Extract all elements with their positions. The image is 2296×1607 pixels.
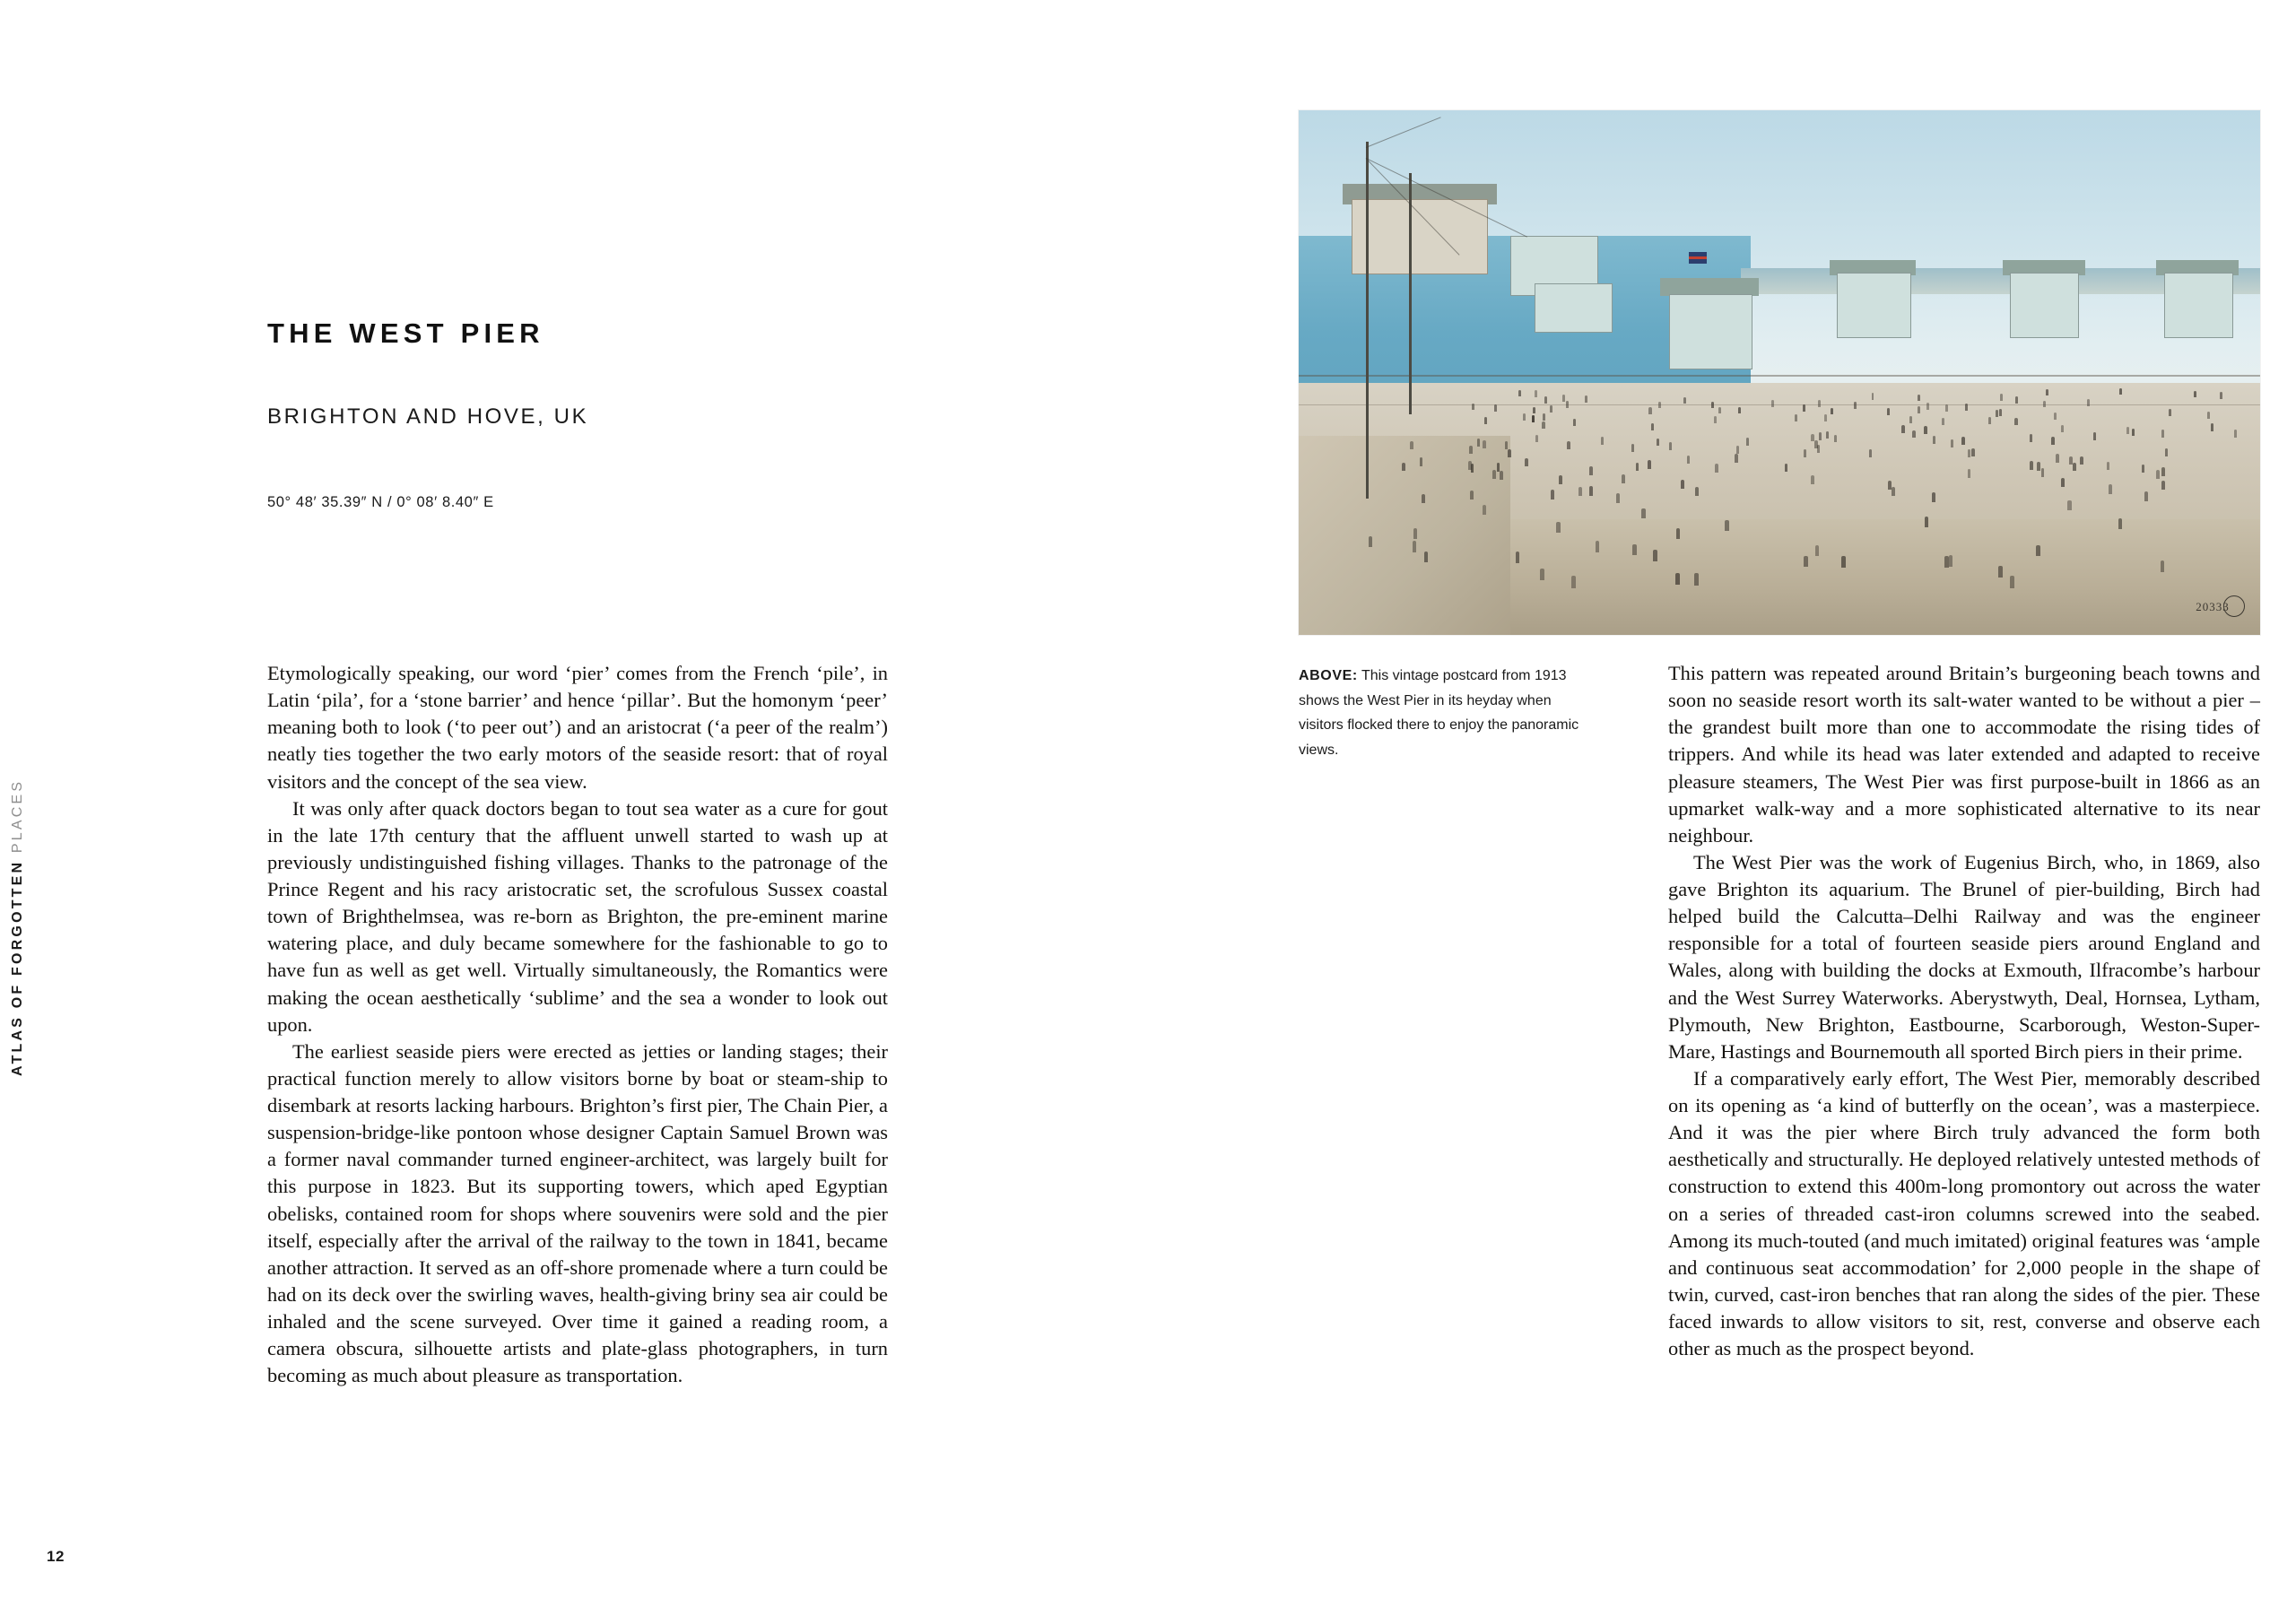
postcard-figure — [1518, 390, 1521, 396]
postcard-figure — [1942, 418, 1944, 425]
postcard-figure — [1999, 409, 2002, 416]
postcard-figure — [1675, 573, 1680, 585]
postcard-figure — [1945, 404, 1948, 412]
postcard-figure — [1653, 550, 1657, 561]
postcard-figure — [2126, 427, 2129, 435]
chapter-coordinates: 50° 48′ 35.39″ N / 0° 08′ 8.40″ E — [267, 494, 494, 511]
postcard-figure — [1578, 487, 1582, 497]
postcard-kiosk — [2164, 273, 2233, 337]
postcard-railing — [1299, 404, 2260, 405]
postcard-figure — [1658, 402, 1661, 409]
postcard-figure — [1831, 408, 1833, 415]
postcard-figure — [1505, 441, 1508, 449]
postcard-figure — [1472, 404, 1474, 411]
postcard-figure — [1657, 439, 1659, 447]
postcard-figure — [2109, 484, 2112, 493]
postcard-figure — [2046, 389, 2048, 395]
postcard-figure — [1369, 536, 1373, 547]
postcard-figure — [1771, 400, 1774, 407]
postcard-figure — [2142, 465, 2145, 473]
postcard-figure — [1735, 454, 1738, 462]
postcard-figure — [1468, 461, 1472, 470]
postcard-figure — [1669, 442, 1673, 450]
postcard-figure — [1516, 552, 1520, 563]
postcard-figure — [1523, 413, 1526, 421]
postcard-figure — [1971, 448, 1975, 456]
postcard-figure — [1909, 416, 1912, 423]
postcard-figure — [1715, 464, 1718, 473]
postcard-figure — [2165, 448, 2169, 456]
postcard-figure — [2080, 456, 2083, 465]
postcard-figure — [1648, 407, 1651, 414]
postcard-figure — [1535, 435, 1538, 443]
postcard-figure — [2061, 478, 2065, 487]
postcard-figure — [1616, 493, 1620, 503]
postcard-figure — [1424, 552, 1429, 563]
postcard-figure — [1483, 505, 1486, 515]
running-head-light: PLACES — [10, 778, 25, 854]
figure-caption-label: ABOVE: — [1299, 668, 1358, 683]
postcard-figure — [1589, 486, 1593, 496]
postcard-figure — [1676, 528, 1680, 539]
postcard-figure — [2015, 396, 2018, 404]
postcard-figure — [2067, 500, 2071, 510]
postcard-figure — [2030, 461, 2033, 470]
postcard-figure — [1550, 405, 1552, 413]
postcard-kiosk — [1669, 294, 1752, 369]
postcard-figure — [1556, 522, 1560, 533]
postcard-figure — [1818, 400, 1821, 407]
postcard-figure — [1826, 431, 1829, 439]
paragraph: It was only after quack doctors began to tout sea water as a cure for gout in the late 17th century that the affluent unwell started to wash up at previously undistinguished fishing villages. Thanks to the patronage of the Prince Regent and his racy aristocratic set, the scrofulous Sussex coastal town of Brighthelmsea, was re-born as Brighton, the pre-eminent marine watering place, and duly became somewhere for the fashionable to go to have fun as well as get well. Virtually simultaneously, the Romantics were making the ocean aesthetically ‘sublime’ and the sea a wonder to look out upon. — [267, 796, 888, 1036]
postcard-figure — [2144, 491, 2148, 501]
postcard-figure — [1711, 402, 1714, 409]
postcard-figure — [1998, 566, 2003, 578]
postcard-figure — [2037, 462, 2040, 471]
postcard-figure — [1543, 413, 1545, 421]
postcard-figure — [1410, 441, 1413, 449]
postcard-figure — [1814, 440, 1817, 448]
postcard-figure — [2118, 518, 2122, 529]
postcard-figure — [1683, 397, 1686, 404]
running-head-bold: ATLAS OF FORGOTTEN — [10, 853, 25, 1076]
postcard-figure — [2211, 423, 2213, 430]
chapter-location: BRIGHTON AND HOVE, UK — [267, 404, 589, 430]
postcard-figure — [1420, 457, 1423, 466]
postcard-figure — [1951, 439, 1953, 447]
postcard-figure — [1841, 556, 1846, 568]
postcard-figure — [1694, 573, 1699, 585]
postcard-figure — [2087, 399, 2090, 406]
postcard-figure — [1795, 414, 1797, 421]
postcard-figure — [1500, 471, 1503, 480]
paragraph: The earliest seaside piers were erected as jetties or landing stages; their practical function merely to allow visitors borne by boat or steam-ship to disembark at resorts lacking harbours. Brighton’s first pier, The Chain Pier, a suspension-bridge-like pontoon whose designer Captain Samuel Brown was a former naval commander turned engineer-architect, was largely built for this purpose in 1823. But its supporting towers, which aped Egyptian obelisks, contained room for shops where souvenirs were sold and the pier itself, especially after the arrival of the railway to the town in 1841, became another attraction. It served as an off-shore promenade where a turn could be had on its deck over the swirling waves, health-giving briny sea air could be inhaled and the scene surveyed. Over time it gained a reading room, a camera obscura, silhouette artists and plate-glass photographers, in turn becoming as much about pleasure as transportation. — [267, 1039, 888, 1387]
postcard-figure — [1933, 436, 1935, 444]
postcard-figure — [2014, 418, 2017, 425]
postcard-figure — [1648, 460, 1651, 469]
postcard-figure — [1636, 463, 1639, 472]
postcard-figure — [1477, 439, 1480, 447]
postcard-figure — [1532, 415, 1535, 422]
postcard-figure — [1470, 491, 1474, 500]
postcard-figure — [1525, 458, 1528, 467]
postcard-figure — [1566, 401, 1569, 408]
postcard-mast — [1409, 173, 1412, 414]
postcard-union-flag — [1689, 252, 1707, 264]
postcard-figure — [1949, 555, 1953, 567]
postcard-figure — [1535, 390, 1537, 396]
postcard-figure — [1815, 545, 1820, 556]
postcard-figure — [2119, 388, 2122, 395]
postcard-figure — [1725, 520, 1728, 531]
postcard-figure — [1413, 541, 1417, 552]
postcard-figure — [1542, 421, 1544, 429]
postcard-figure — [1533, 407, 1535, 414]
postcard-figure — [1968, 469, 1971, 478]
postcard-figure — [2107, 462, 2110, 471]
postcard-figure — [1585, 395, 1587, 403]
postcard-figure — [1544, 396, 1547, 404]
postcard-figure — [2207, 412, 2210, 419]
postcard-figure — [1924, 426, 1926, 434]
postcard-figure — [1540, 569, 1544, 580]
postcard-figure — [1484, 417, 1487, 424]
postcard-figure — [1483, 440, 1485, 448]
postcard-figure — [2061, 425, 2064, 432]
postcard-figure — [1819, 432, 1822, 440]
postcard-figure — [1567, 441, 1570, 449]
postcard-figure — [1422, 494, 1425, 504]
postcard-figure — [2220, 392, 2222, 398]
postcard-image — [1299, 110, 2260, 635]
postcard-figure — [1413, 528, 1417, 539]
postcard-figure — [2054, 413, 2057, 420]
body-text-left-column — [267, 660, 888, 1389]
postcard-figure — [1901, 425, 1904, 432]
postcard-figure — [2073, 463, 2076, 472]
postcard-figure — [1571, 576, 1576, 588]
postcard-figure — [1811, 434, 1813, 442]
postcard-figure — [1803, 404, 1805, 412]
postcard-figure — [1632, 544, 1637, 555]
postcard-figure — [1887, 408, 1890, 415]
postcard-figure — [1869, 449, 1873, 457]
postcard-figure — [1695, 487, 1699, 497]
postcard-figure — [1736, 446, 1740, 454]
postcard-figure — [1824, 414, 1827, 421]
postcard-figure — [1551, 490, 1554, 499]
postcard-pier-head-pavilion — [1352, 199, 1488, 274]
page-title: THE WEST PIER — [267, 317, 544, 349]
postcard-figure — [1926, 403, 1929, 410]
postcard-figure — [2043, 401, 2046, 408]
postcard-figure — [1965, 404, 1968, 411]
postcard-figure — [2036, 545, 2040, 556]
postcard-figure — [2161, 467, 2165, 476]
postcard-figure — [1641, 508, 1645, 518]
postcard-publisher-stamp — [2223, 595, 2245, 617]
postcard-figure — [1912, 430, 1915, 439]
postcard-figure — [2030, 434, 2032, 442]
postcard-figure — [1402, 463, 1405, 472]
postcard-figure — [1562, 395, 1565, 401]
figure-caption-text: This vintage postcard from 1913 shows the West Pier in its heyday when visitors flocked there to enjoy the panoramic views. — [1299, 668, 1579, 758]
postcard-figure — [1687, 456, 1691, 464]
postcard-railing — [1299, 375, 2260, 377]
postcard-figure — [1746, 438, 1749, 446]
postcard-figure — [1601, 437, 1604, 445]
postcard-figure — [2234, 430, 2237, 438]
postcard-kiosk — [1535, 283, 1613, 333]
postcard-figure — [1469, 446, 1473, 454]
postcard-figure — [2132, 429, 2135, 437]
postcard-figure — [1681, 480, 1684, 489]
postcard-figure — [1968, 449, 1971, 457]
paragraph: Etymologically speaking, our word ‘pier’ comes from the French ‘pile’, in Latin ‘pila’, for a ‘stone barrier’ and hence ‘pillar’. But the homonym ‘peer’ meaning both to look (‘to peer out’) and an aristocrat (‘a peer of the realm’) neatly ties together the two early motors of the seaside resort: that of royal visitors and the concept of the sea view. — [267, 662, 888, 793]
postcard-figure — [1714, 416, 1717, 423]
postcard-figure — [1804, 556, 1808, 568]
postcard-figure — [1785, 464, 1788, 473]
postcard-figure — [2000, 394, 2003, 400]
body-text-right-column — [1668, 660, 2260, 1362]
postcard-figure — [1596, 541, 1600, 552]
postcard-figure — [1508, 449, 1511, 457]
page-number: 12 — [47, 1548, 65, 1565]
postcard-figure — [2010, 576, 2014, 588]
postcard-figure — [1854, 402, 1857, 409]
postcard-figure — [1961, 437, 1964, 445]
postcard-figure — [1804, 449, 1807, 457]
postcard-figure — [1718, 407, 1721, 414]
title-block — [267, 318, 895, 511]
postcard-figure — [2194, 391, 2196, 397]
postcard-figure — [1932, 492, 1935, 502]
postcard-serial-number: 20333 — [2196, 599, 2230, 613]
figure-caption — [1299, 664, 1587, 762]
postcard-figure — [2169, 409, 2171, 416]
postcard-figure — [1622, 474, 1625, 483]
postcard-figure — [1811, 475, 1814, 484]
paragraph: If a comparatively early effort, The West Pier, memorably described on its opening as ‘a kind of butterfly on the ocean’, was a masterpiece. And it was the pier where Birch truly advanced the form both aesthetically and structurally. He deployed relatively untested methods of construction to extend this 400m-long promontory out across the water on a series of threaded cast-iron columns screwed into the seabed. Among its much-touted (and much imitated) original features was ‘ample and continuous seat accommodation’ for 2,000 people in the shape of twin, curved, cast-iron benches that ran along the sides of the pier. These faced inwards to allow visitors to sit, rest, converse and observe each other as much as the prospect beyond. — [1668, 1066, 2260, 1360]
postcard-kiosk — [2010, 273, 2079, 337]
postcard-figure — [1925, 517, 1928, 527]
postcard-figure — [2056, 454, 2059, 462]
postcard-figure — [1996, 410, 1998, 417]
postcard-figure — [1988, 417, 1991, 424]
postcard-figure — [1888, 481, 1892, 490]
postcard-figure — [1589, 466, 1593, 475]
postcard-figure — [1494, 404, 1497, 412]
postcard-figure — [1892, 487, 1895, 497]
postcard-figure — [2161, 430, 2164, 438]
paragraph: The West Pier was the work of Eugenius Birch, who, in 1869, also gave Brighton its aquarium. The Brunel of pier-building, Birch had helped build the Calcutta–Delhi Railway and was the engineer responsible for a total of fourteen seaside piers around England and Wales, along with building the docks at Exmouth, Ilfracombe’s harbour and the West Surrey Waterworks. Aberystwyth, Deal, Hornsea, Lytham, Plymouth, New Brighton, Eastbourne, Scarborough, Weston-Super-Mare, Hastings and Bournemouth all sported Birch piers in their prime. — [1668, 850, 2260, 1063]
postcard-kiosk — [1837, 273, 1910, 337]
postcard-figure — [1834, 435, 1837, 443]
postcard-figure — [1573, 419, 1576, 426]
postcard-figure — [1918, 395, 1920, 401]
postcard-mast — [1366, 142, 1369, 499]
postcard-figure — [1918, 406, 1920, 413]
postcard-figure — [1651, 423, 1654, 430]
postcard-figure — [2041, 468, 2045, 477]
postcard-figure — [2161, 481, 2165, 490]
postcard-figure — [2051, 437, 2054, 445]
postcard-figure — [2161, 560, 2165, 572]
postcard-figure — [2069, 456, 2073, 465]
postcard-figure — [1631, 444, 1635, 452]
paragraph: This pattern was repeated around Britain’s burgeoning beach towns and soon no seaside resort worth its salt-water wanted to be without a pier – the grandest built more than one to accommodate the rising tides of trippers. And while its head was later extended and adapted to receive pleasure steamers, The West Pier was first purpose-built in 1866 as an upmarket walk-way and a more sophisticated alternative to its near neighbour. — [1668, 662, 2260, 847]
postcard-figure — [2093, 432, 2096, 440]
postcard-figure — [1559, 475, 1562, 484]
postcard-figure — [2156, 470, 2160, 479]
postcard-figure — [1492, 470, 1496, 479]
